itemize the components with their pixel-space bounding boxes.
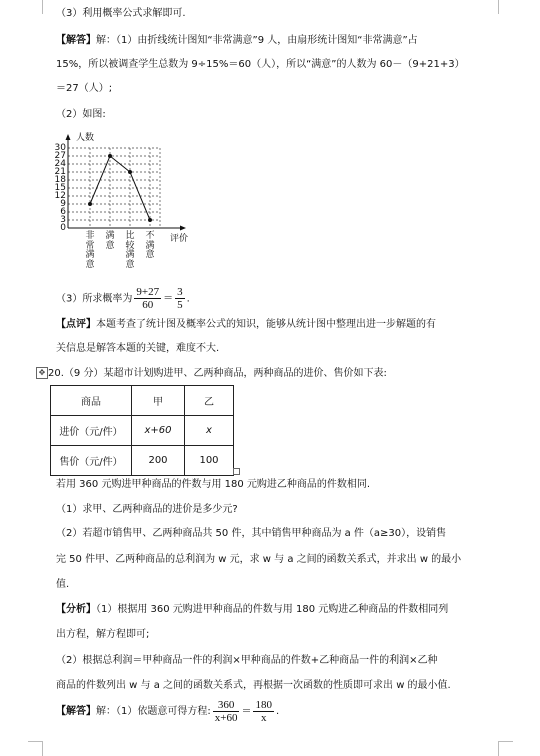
table-row bbox=[51, 446, 234, 476]
chart-x-tick-label: 满意 bbox=[105, 231, 115, 251]
table-cell: 进价（元/件） bbox=[51, 416, 132, 446]
question-20-stem: 20.（9 分）某超市计划购进甲、乙两种商品，两种商品的进价、售价如下表: bbox=[48, 368, 387, 379]
analysis-line-4: 商品的件数列出 w 与 a 之间的函数关系式，再根据一次函数的性质即可求出 w 的最小值. bbox=[56, 680, 451, 691]
chart-y-tick-label: 9 bbox=[60, 198, 66, 209]
period: . bbox=[275, 706, 280, 717]
table-header-cell: 商品 bbox=[51, 386, 132, 416]
question-20-part-2-line-1: （2）若超市销售甲、乙两种商品共 50 件，其中销售甲种商品为 a 件（a≥30），设销售 bbox=[56, 528, 447, 539]
table-header-cell: 乙 bbox=[185, 386, 234, 416]
answer-part-2-label: （2）如图: bbox=[56, 109, 106, 120]
equals-sign: ＝ bbox=[163, 293, 174, 305]
fraction-numerator: 360 bbox=[213, 699, 240, 712]
fraction-denominator: 5 bbox=[177, 299, 183, 311]
chart-y-tick-label: 18 bbox=[54, 174, 66, 185]
answer-paragraph-line-2: 15%，所以被调查学生总数为 9÷15%＝60（人），所以“满意”的人数为 60－（9+21+3） bbox=[56, 59, 465, 70]
line-chart bbox=[50, 133, 210, 245]
probability-prefix: （3）所求概率为 bbox=[56, 293, 133, 305]
chart-data-point bbox=[128, 170, 132, 174]
analysis-text: （1）根据用 360 元购进甲种商品的件数与用 180 元购进乙种商品的件数相同列 bbox=[96, 604, 449, 615]
chart-y-tick-label: 24 bbox=[54, 158, 66, 169]
period: . bbox=[186, 293, 190, 305]
comment-text: 本题考查了统计图及概率公式的知识，能够从统计图中整理出进一步解题的有 bbox=[96, 319, 436, 330]
fraction-numerator: 9+27 bbox=[136, 286, 160, 298]
table-resize-handle[interactable] bbox=[233, 468, 240, 475]
fraction-denominator: x+60 bbox=[214, 711, 238, 724]
chart-y-tick-label: 12 bbox=[54, 190, 66, 201]
answer-text: 解：（1）由折线统计图知“非常满意”9 人，由扇形统计图知“非常满意”占 bbox=[96, 35, 418, 46]
chart-y-axis-label: 人数 bbox=[76, 133, 95, 143]
table-cell: 100 bbox=[185, 446, 234, 476]
fraction-numerator: 3 bbox=[177, 286, 183, 298]
table-row bbox=[51, 416, 234, 446]
chart-y-tick-label: 3 bbox=[60, 214, 66, 225]
chart-y-tick-label: 27 bbox=[54, 150, 66, 161]
chart-y-tick-label: 30 bbox=[54, 142, 66, 153]
fraction bbox=[213, 699, 240, 724]
question-20-condition: 若用 360 元购进甲种商品的件数与用 180 元购进乙种商品的件数相同. bbox=[56, 479, 371, 490]
chart-x-tick-label: 不满意 bbox=[145, 231, 155, 260]
fraction bbox=[134, 286, 161, 311]
chart-x-axis-label: 评价 bbox=[170, 234, 189, 244]
chart-y-tick-label: 0 bbox=[60, 222, 66, 233]
chart-y-tick-label: 21 bbox=[54, 166, 66, 177]
equals-sign: ＝ bbox=[241, 706, 252, 717]
fraction bbox=[253, 699, 274, 724]
chart-y-axis-arrow bbox=[66, 134, 71, 140]
price-table bbox=[50, 385, 234, 476]
comment-tag: 【点评】 bbox=[56, 319, 96, 330]
question-20-part-1: （1）求甲、乙两种商品的进价是多少元? bbox=[56, 504, 238, 515]
fraction-numerator: 180 bbox=[255, 698, 272, 711]
chart-x-tick-label: 比较满意 bbox=[125, 231, 135, 270]
chart-data-point bbox=[148, 218, 152, 222]
chart-x-axis-arrow bbox=[180, 226, 186, 231]
question-20-part-2-line-2: 完 50 件甲、乙两种商品的总利润为 w 元，求 w 与 a 之间的函数关系式，并求出 w 的最小 bbox=[56, 554, 462, 565]
corner-mark-top-right bbox=[498, 0, 513, 14]
chart-data-point bbox=[108, 154, 112, 158]
solution-line bbox=[56, 698, 279, 726]
chart-data-point bbox=[88, 202, 92, 206]
comment-line-1 bbox=[56, 318, 436, 332]
table-cell: 售价（元/件） bbox=[51, 446, 132, 476]
analysis-tag: 【分析】 bbox=[56, 604, 96, 615]
question-20-part-2-line-3: 值. bbox=[56, 579, 70, 590]
chart-x-tick-label: 非常满意 bbox=[85, 231, 95, 270]
table-cell: x bbox=[185, 416, 234, 446]
chart-y-tick-label: 15 bbox=[54, 182, 66, 193]
solution-text: 解：（1）依题意可得方程: bbox=[96, 706, 211, 717]
chart-axes bbox=[66, 134, 187, 231]
fraction-denominator: 60 bbox=[142, 299, 154, 311]
corner-mark-bottom-left bbox=[28, 741, 43, 756]
fraction bbox=[175, 286, 185, 311]
answer-paragraph-line-1 bbox=[56, 34, 418, 48]
answer-paragraph-line-3: ＝27（人）; bbox=[56, 83, 113, 94]
chart-grid bbox=[68, 148, 160, 228]
corner-mark-bottom-right bbox=[498, 741, 513, 756]
comment-line-2: 关信息是解答本题的关键，难度不大. bbox=[56, 343, 220, 354]
table-row bbox=[51, 386, 234, 416]
solution-tag: 【解答】 bbox=[56, 706, 96, 717]
table-cell: 200 bbox=[132, 446, 185, 476]
table-header-cell: 甲 bbox=[132, 386, 185, 416]
fraction-denominator: x bbox=[260, 711, 267, 724]
analysis-line-1 bbox=[56, 603, 448, 617]
analysis-line-2: 出方程，解方程即可; bbox=[56, 629, 150, 640]
chart-y-tick-label: 6 bbox=[60, 206, 66, 217]
text-line-1: （3）利用概率公式求解即可. bbox=[56, 8, 186, 19]
analysis-line-3: （2）根据总利润＝甲种商品一件的利润×甲种商品的件数+乙种商品一件的利润×乙种 bbox=[56, 655, 438, 666]
corner-mark-top-left bbox=[28, 0, 43, 14]
table-cell: x+60 bbox=[132, 416, 185, 446]
probability-line bbox=[56, 286, 190, 312]
answer-tag: 【解答】 bbox=[56, 35, 96, 46]
table-move-handle[interactable]: ✥ bbox=[36, 367, 48, 379]
